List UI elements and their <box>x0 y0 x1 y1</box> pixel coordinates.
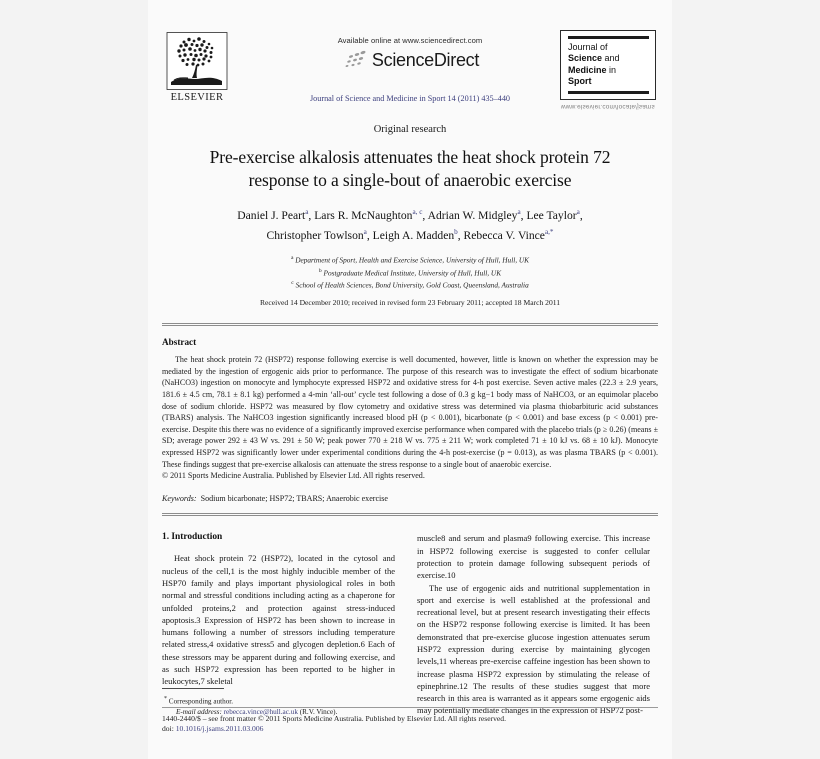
author-name: Lee Taylor <box>526 208 577 222</box>
journal-line-4: Sport <box>568 76 592 87</box>
abstract-paragraph: The heat shock protein 72 (HSP72) response following exercise is well documented, however, little is known on whether the expression may be mediated by the ingestion of ergogenic aids prior to performance. The purpose of this research was to investigate the effect of sodium bicarbonate (NaHCO3) ingestion on monocyte and lymphocyte expressed HSP72 and oxidative stress for 4-h post exercise. Seven active males (22.3 ± 2.9 years, 181.6 ± 4.5 cm, 78.1 ± 8.1 kg) performed a 4-min ‘all-out’ cycle test following a dose of 0.3 g kg−1 body mass of NaHCO3, or an equimolar placebo dose of sodium chloride. HSP72 was measured by flow cytometry and oxidative stress was determined via plasma thiobarbituric acid substances (TBARS) analysis. The NaHCO3 ingestion significantly increased blood pH (p < 0.001), bicarbonate (p < 0.001) and base excess (p < 0.001) pre-exercise. Despite this there was no evidence of a significantly improved exercise performance when compared with the placebo trials (p ≥ 0.26) (means ± SD; average power 292 ± 43 W vs. 291 ± 50 W; peak power 770 ± 218 W vs. 775 ± 211 W; work completed 71 ± 10 kJ vs. 68 ± 10 kJ). Monocyte expressed HSP72 was significantly lower under experimental conditions during the 4-h post-exercise (p = 0.013), as was plasma TBARS (p < 0.001). These findings suggest that pre-exercise alkalosis can attenuate the stress response to a single bout of anaerobic exercise. <box>162 355 658 469</box>
doi-label: doi: <box>162 724 174 734</box>
affiliation-text: Postgraduate Medical Institute, University of Hull, Hull, UK <box>323 267 502 277</box>
keywords-line <box>162 493 658 505</box>
author-list: Daniel J. Peart$^a$, Lars R. McNaughton$^{a, c}$, Adrian W. Midgley$^a$, Lee Taylor$^a$, Christopher Towlson$^a$, Leigh A. Madden$^b$, Rebecca V. Vince$^{a,*}$ <box>237 208 583 243</box>
section-heading-introduction: 1. Introduction <box>162 532 223 543</box>
doi-line <box>162 724 658 735</box>
email-owner: (R.V. Vince). <box>299 707 338 716</box>
issn-copyright-line: 1440-2440/$ – see front matter © 2011 Sports Medicine Australia. Published by Elsevier Ltd. All rights reserved. <box>162 713 506 723</box>
author-mark: a, c <box>412 208 423 216</box>
intro-paragraph-right-2: The use of ergogenic aids and nutritional supplementation in sport and exercise is well established at the professional and recreational level, but at present research investigating their effects on the HSP72 response following exercise is limited. It has been demonstrated that pre-exercise glucose ingestion attenuates serum HSP72 expression during exercise by maintaining glycogen levels,11 whereas pre-exercise caffeine ingestion has been shown to increase plasma HSP72 expression by stimulating the release of epinephrine.12 The results of these studies suggest that more research in this area is warranted as it appears some ergogenic aids may potentially mediate changes in the expression of HSP72 post- <box>417 582 650 716</box>
author-name: Rebecca V. Vince <box>463 229 545 243</box>
author-name: Leigh A. Madden <box>372 229 455 243</box>
sciencedirect-logo <box>341 49 479 71</box>
article-sheet <box>148 0 672 759</box>
footer-rule <box>162 707 658 708</box>
sciencedirect-dots-icon <box>341 49 371 71</box>
footnote-corresponding-text: Corresponding author. <box>168 697 234 706</box>
available-online-text: Available online at www.sciencedirect.com <box>337 36 483 45</box>
doi-value[interactable]: 10.1016/j.jsams.2011.03.006 <box>175 724 264 734</box>
author-mark: b <box>454 228 458 237</box>
footnote-corresponding-line <box>162 694 395 707</box>
title-block <box>188 124 632 307</box>
journal-website-url: www.elsevier.com/locate/jsams <box>561 102 655 110</box>
journal-cover-box <box>560 30 656 110</box>
journal-line-2-bold: Science <box>568 53 603 64</box>
journal-line-2-rest: and <box>602 53 620 64</box>
intro-paragraph-left: Heat shock protein 72 (HSP72), located in the cytosol and nucleus of the cell,1 is the most highly inducible member of the HSP70 family and plays important physiological roles in both normal and stressful conditions including acting as a chaperone for unfolded proteins,2 and protection against stress-induced apoptosis.3 Expression of HSP72 has been shown to increase in humans following a number of stressors including temperature related stress,4 oxidative stress5 and glycogen depletion.6 Each of these stressors may be apparent during and following exercise, and as such HSP72 expression has been reported to be higher in leukocytes,7 skeletal <box>162 553 395 687</box>
affiliation-mark: a <box>290 254 294 261</box>
journal-cover-title <box>568 42 649 88</box>
abstract-heading: Abstract <box>162 337 197 348</box>
author-name: Daniel J. Peart <box>237 208 306 222</box>
keywords-label: Keywords: <box>162 493 197 503</box>
author-name: Christopher Towlson <box>266 229 364 243</box>
affiliation-text: School of Health Sciences, Bond University, Gold Coast, Queensland, Australia <box>295 280 529 290</box>
author-mark: a <box>576 208 580 216</box>
affiliation-list <box>188 253 632 291</box>
journal-rule-bottom <box>568 91 649 94</box>
journal-line-3-bold: Medicine <box>568 64 607 75</box>
journal-rule-top <box>568 36 649 39</box>
author-mark: a <box>517 208 521 216</box>
affiliation-text: Department of Sport, Health and Exercise Science, University of Hull, Hull, UK <box>295 255 530 265</box>
page-title: Pre-exercise alkalosis attenuates the heat shock protein 72 response to a single-bout of anaerobic exercise <box>209 147 611 190</box>
author-name: Lars R. McNaughton <box>314 208 413 222</box>
abstract-copyright: © 2011 Sports Medicine Australia. Published by Elsevier Ltd. All rights reserved. <box>162 471 425 481</box>
affiliation-item <box>188 253 632 266</box>
author-name: Adrian W. Midgley <box>427 208 518 222</box>
footnote-rule <box>162 688 224 689</box>
author-mark: a <box>363 228 367 237</box>
affiliation-mark: b <box>318 267 322 274</box>
publication-history: Received 14 December 2010; received in revised form 23 February 2011; accepted 18 March 2011 <box>259 298 561 308</box>
affiliation-item <box>188 266 632 279</box>
affiliation-item <box>188 278 632 291</box>
journal-cover-inner <box>560 30 656 100</box>
keywords-value: Sodium bicarbonate; HSP72; TBARS; Anaerobic exercise <box>200 493 388 503</box>
column-right <box>417 532 650 716</box>
sciencedirect-wordmark: ScienceDirect <box>371 49 480 70</box>
author-mark: a <box>305 208 309 216</box>
column-left <box>162 532 395 716</box>
journal-line-3-rest: in <box>606 64 617 75</box>
elsevier-wordmark: ELSEVIER <box>170 92 224 103</box>
journal-citation: Journal of Science and Medicine in Sport 14 (2011) 435–440 <box>309 94 511 103</box>
masthead <box>162 30 658 108</box>
abstract-top-rule <box>162 323 658 326</box>
author-mark: a,* <box>544 228 554 237</box>
journal-line-1: Journal of <box>568 42 608 52</box>
abstract-bottom-rule <box>162 513 658 516</box>
email-label: E-mail address: <box>176 707 222 716</box>
email-address-link[interactable]: rebecca.vince@hull.ac.uk <box>223 707 298 716</box>
intro-paragraph-right-continued: muscle8 and serum and plasma9 following exercise. This increase in HSP72 following exercise is suggested to confer cellular protection to protein damage following subsequent periods of exercise.10 <box>417 533 650 581</box>
body-columns <box>162 532 658 716</box>
affiliation-mark: c <box>291 280 294 287</box>
abstract-section <box>162 337 658 504</box>
article-type-kicker: Original research <box>373 124 447 135</box>
page-footer <box>162 707 658 735</box>
asterisk-icon: * <box>164 695 167 702</box>
